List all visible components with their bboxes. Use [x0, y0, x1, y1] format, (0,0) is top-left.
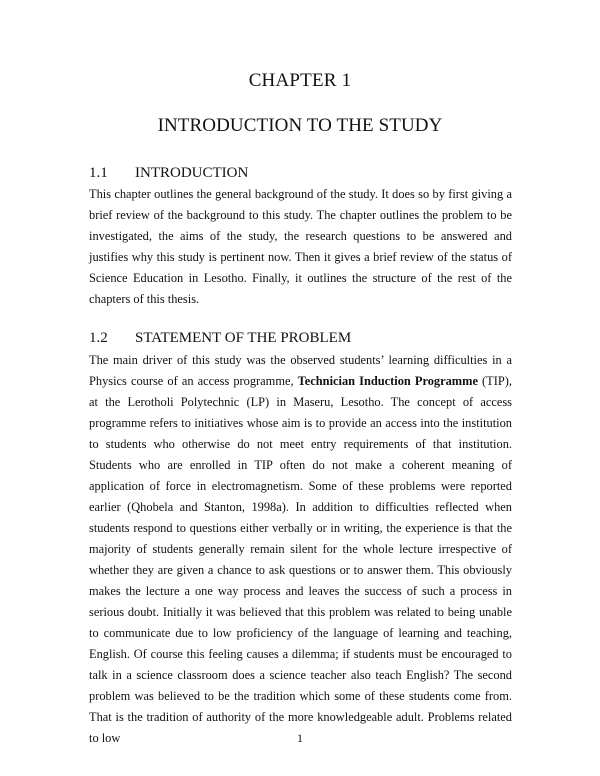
bold-term: Technician Induction Programme — [297, 374, 478, 388]
section-title: INTRODUCTION — [135, 165, 249, 181]
chapter-number: CHAPTER 1 — [248, 70, 352, 91]
section-title: STATEMENT OF THE PROBLEM — [135, 330, 352, 346]
section-number: 1.2 — [89, 330, 108, 346]
section-number: 1.1 — [89, 165, 108, 181]
problem-statement-paragraph — [89, 350, 512, 749]
section-heading-introduction — [89, 165, 248, 182]
introduction-paragraph: This chapter outlines the general background of the study. It does so by first giving a brief review of the background to this study. The chapter outlines the problem to be investigated, the aims of the study, the research questions to be answered and justifies why this study is pertinent now. Then it gives a brief review of the status of Science Education in Lesotho. Finally, it outlines the structure of the rest of the chapters of this thesis. — [89, 187, 512, 306]
chapter-title: INTRODUCTION TO THE STUDY — [157, 115, 443, 136]
paragraph-text-rest: (TIP), at the Lerotholi Polytechnic (LP) in Maseru, Lesotho. The concept of access programme refers to initiatives whose aim is to provide an access into the institution to students who otherwise do not meet entry requirements of that institution. Students who are enrolled in TIP often do not make a coherent meaning of application of force in electromagnetism. Some of these problems were reported earlier (Qhobela and Stanton, 1998a). In addition to difficulties reflected when students respond to questions either verbally or in writing, the experience is that the majority of students generally remain silent for the whole lecture irrespective of whether they are given a chance to ask questions or to answer them. This obviously makes the lecture a one way process and leaves the success of such a process in serious doubt. Initially it was believed that this problem was related to being unable to communicate due to low proficiency of the language of learning and teaching, English. Of course this feeling causes a dilemma; if students must be encouraged to talk in a science classroom does a science teacher also teach English? The second problem was believed to be the tradition which some of these students come from. That is the tradition of authority of the more knowledgeable adult. Problems related to low — [89, 374, 512, 745]
page-number: 1 — [297, 731, 303, 745]
paragraph-text-start: The main driver of this study was the observed students’ learning difficulties in a Physics course of an access programme, — [89, 353, 512, 388]
section-heading-problem-statement — [89, 330, 351, 347]
